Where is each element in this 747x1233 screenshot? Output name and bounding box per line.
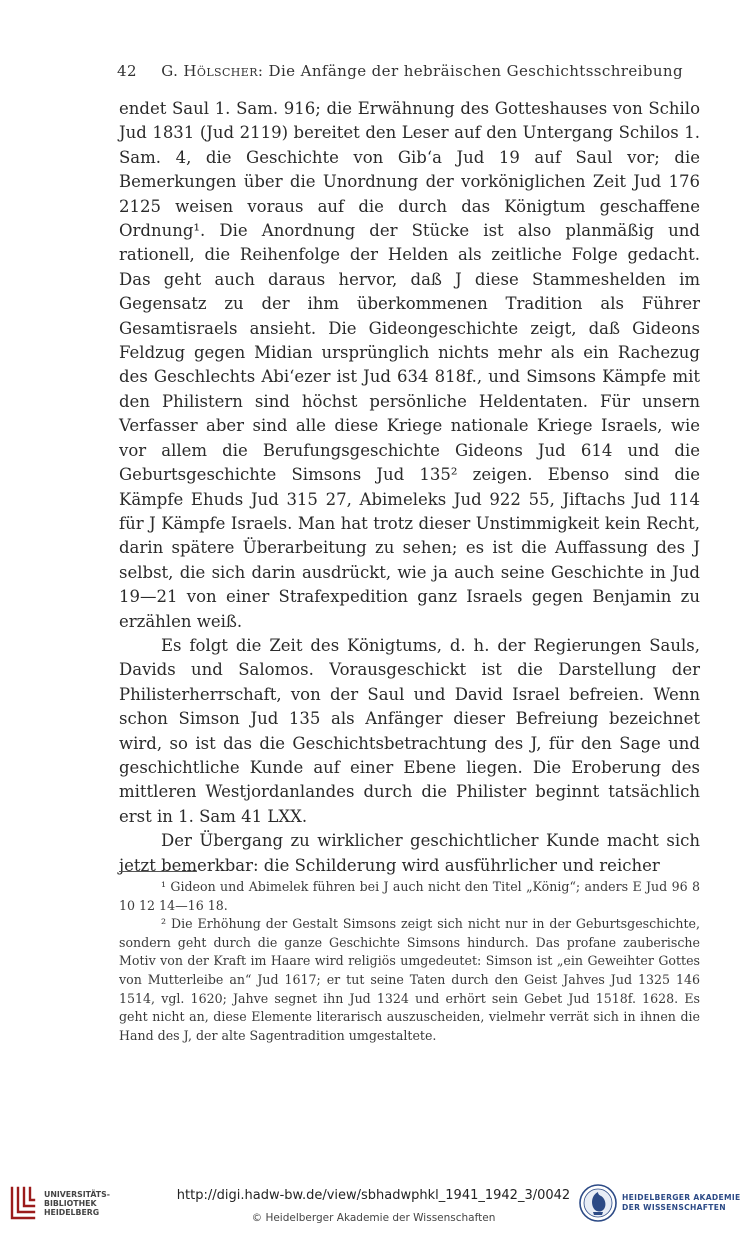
paragraph-1: endet Saul 1. Sam. 916; die Erwähnung des Gotteshauses von Schilo Jud 1831 (Jud 2119) bereitet den Leser auf den Untergang Schilos 1. Sam. 4, die Geschichte von Gib‘a Jud 19 auf Saul vor; die Bemerkungen über die Unordnung der vorköniglichen Zeit Jud 176 2125 weisen voraus auf die durch das Königtum geschaffene Ordnung¹. Die Anordnung der Stücke ist also planmäßig und rationell, die Reihenfolge der Helden als zeitliche Folge gedacht. Das geht auch daraus hervor, daß J diese Stammeshelden im Gegensatz zu der ihm überkommenen Tradition als Führer Gesamtisraels ansieht. Die Gideongeschichte zeigt, daß Gideons Feldzug gegen Midian ursprünglich nichts mehr als ein Rachezug des Geschlechts Abi‘ezer ist Jud 634 818f., und Simsons Kämpfe mit den Philistern sind höchst persönliche Heldentaten. Für unsern Verfasser aber sind alle diese Kriege nationale Kriege Israels, wie vor allem die Berufungsgeschichte Gideons Jud 614 und die Geburtsgeschichte Simsons Jud 135² zeigen. Ebenso sind die Kämpfe Ehuds Jud 315 27, Abimeleks Jud 922 55, Jiftachs Jud 114 für J Kämpfe Israels. Man hat trotz dieser Unstimmigkeit kein Recht, darin spätere Überarbeitung zu sehen; es ist die Auffassung des J selbst, die sich darin ausdrückt, wie ja auch seine Geschichte in Jud 19—21 von einer Strafexpedition ganz Israels gegen Benjamin zu erzählen weiß. <box>119 99 700 631</box>
university-library-name: UNIVERSITÄTS- BIBLIOTHEK HEIDELBERG <box>44 1190 110 1218</box>
footnote-2: ² Die Erhöhung der Gestalt Simsons zeigt sich nicht nur in der Geburtsgeschichte, sondern geht durch die ganze Geschichte Simsons hindurch. Das profane zauberische Motiv von der Kraft im Haare wird religiös umgedeutet: Simson ist „ein Geweihter Gottes von Mutterleibe an“ Jud 1617; er tut seine Taten durch den Geist Jahves Jud 1325 146 1514, vgl. 1620; Jahve segnet ihn Jud 1324 und erhört sein Gebet Jud 1518f. 1628. Es geht nicht an, diese Elemente literarisch auszuscheiden, vielmehr verrät sich in ihnen die Hand des J, der alte Sagentradition umgestaltete. <box>119 916 700 1043</box>
footnote-1: ¹ Gideon und Abimelek führen bei J auch nicht den Titel „König“; anders E Jud 96 8 10 12 14—16 18. <box>119 879 700 913</box>
page-number: 42 <box>117 62 137 80</box>
copyright-notice: © Heidelberger Akademie der Wissenschaften <box>251 1212 496 1224</box>
main-text <box>119 97 700 878</box>
source-url-link[interactable]: http://digi.hadw-bw.de/view/sbhadwphkl_1941_1942_3/0042 <box>176 1188 571 1203</box>
footnotes <box>119 878 700 1045</box>
header-title: : Die Anfänge der hebräischen Geschichtsschreibung <box>257 62 683 80</box>
paragraph-3: Der Übergang zu wirklicher geschichtlicher Kunde macht sich jetzt bemerkbar: die Schilderung wird ausführlicher und reicher <box>119 831 700 875</box>
header-author-surname: Hölscher <box>183 62 258 80</box>
paragraph-2: Es folgt die Zeit des Königtums, d. h. der Regierungen Sauls, Davids und Salomos. Vorausgeschickt ist die Darstellung der Philisterherrschaft, von der Saul und David Israel befreien. Wenn schon Simson Jud 135 als Anfänger dieser Befreiung bezeichnet wird, so ist das die Geschichtsbetrachtung des J, für den Sage und geschichtliche Kunde auf einer Ebene liegen. Die Eroberung des mittleren Westjordanlandes durch die Philister beginnt tatsächlich erst in 1. Sam 41 LXX. <box>119 635 700 826</box>
academy-name: HEIDELBERGER AKADEMIE DER WISSENSCHAFTEN <box>622 1193 741 1212</box>
academy-seal-icon <box>578 1182 618 1224</box>
page-footer <box>0 1176 747 1233</box>
running-header <box>117 62 683 80</box>
footnote-divider <box>119 871 197 872</box>
header-author-initial: G. <box>161 62 184 80</box>
